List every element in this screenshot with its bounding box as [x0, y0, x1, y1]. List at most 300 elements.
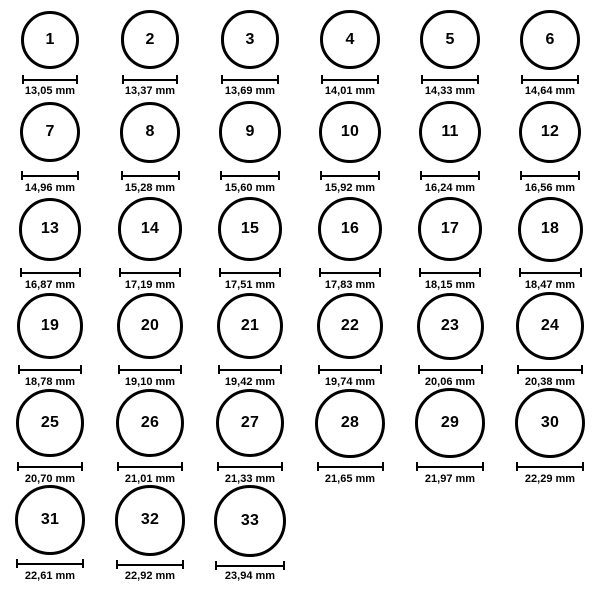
ring-circle[interactable]	[16, 389, 84, 457]
ring-size-cell	[400, 388, 500, 485]
measure-tick-left	[119, 268, 121, 277]
ring-circle[interactable]	[118, 197, 181, 260]
ring-size-label: 23	[440, 317, 460, 335]
measure-tick-right	[581, 365, 583, 374]
measure-line	[18, 369, 81, 371]
measure-tick-right	[178, 171, 180, 180]
ring-circle[interactable]	[518, 197, 583, 262]
measure-tick-right	[283, 561, 285, 570]
measure-tick-left	[118, 365, 120, 374]
diameter-measure-bar	[119, 268, 180, 277]
ring-circle-wrap	[115, 485, 186, 556]
measure-line	[516, 466, 584, 468]
ring-size-cell	[200, 194, 300, 291]
diameter-value: 16,56 mm	[524, 182, 576, 194]
measure-tick-left	[317, 462, 319, 471]
ring-circle[interactable]	[214, 485, 286, 557]
ring-circle[interactable]	[219, 101, 280, 162]
ring-circle-wrap	[217, 291, 283, 361]
measure-tick-right	[76, 75, 78, 84]
measure-line	[416, 466, 483, 468]
diameter-value: 23,94 mm	[224, 570, 276, 582]
diameter-measure-bar	[215, 561, 285, 568]
measure-line	[218, 369, 282, 371]
measure-tick-left	[219, 268, 221, 277]
ring-circle-wrap	[17, 291, 82, 361]
measure-tick-left	[22, 75, 24, 84]
measure-tick-left	[419, 268, 421, 277]
ring-size-cell	[300, 97, 400, 194]
diameter-measure-bar	[420, 171, 480, 180]
ring-size-cell	[300, 291, 400, 388]
diameter-measure-bar	[317, 462, 384, 471]
ring-circle-wrap	[418, 194, 483, 264]
ring-size-label: 15	[240, 220, 260, 238]
diameter-value: 16,24 mm	[424, 182, 476, 194]
ring-size-label: 4	[345, 30, 355, 48]
measure-line	[521, 79, 579, 81]
measure-tick-left	[321, 75, 323, 84]
ring-size-cell	[200, 291, 300, 388]
ring-circle-wrap	[117, 291, 183, 361]
ring-circle[interactable]	[315, 389, 384, 458]
ring-circle[interactable]	[217, 293, 283, 359]
diameter-measure-bar	[220, 171, 279, 180]
ring-size-label: 21	[240, 317, 260, 335]
ring-size-cell	[500, 97, 600, 194]
diameter-measure-bar	[218, 365, 282, 374]
measure-tick-left	[20, 268, 22, 277]
ring-circle-wrap	[515, 388, 585, 458]
diameter-value: 21,97 mm	[424, 473, 476, 485]
diameter-measure-bar	[21, 171, 80, 180]
ring-circle[interactable]	[216, 389, 285, 458]
measure-tick-right	[279, 268, 281, 277]
measure-tick-left	[520, 171, 522, 180]
measure-tick-left	[421, 75, 423, 84]
diameter-value: 13,69 mm	[224, 85, 276, 97]
ring-size-cell	[200, 97, 300, 194]
ring-size-label: 27	[240, 414, 260, 432]
measure-tick-right	[481, 365, 483, 374]
diameter-measure-bar	[519, 268, 582, 277]
measure-tick-right	[182, 560, 184, 569]
measure-line	[320, 175, 380, 177]
measure-tick-right	[277, 75, 279, 84]
ring-size-cell	[300, 194, 400, 291]
measure-line	[520, 175, 581, 177]
ring-circle[interactable]	[420, 10, 480, 70]
ring-size-label: 30	[540, 414, 560, 432]
ring-circle-wrap	[118, 194, 181, 264]
ring-size-cell	[0, 388, 100, 485]
diameter-measure-bar	[419, 268, 482, 277]
measure-line	[117, 466, 183, 468]
measure-tick-right	[377, 75, 379, 84]
ring-size-cell	[500, 8, 600, 97]
measure-line	[321, 79, 379, 81]
ring-circle-wrap	[320, 8, 379, 71]
ring-size-label: 25	[40, 414, 60, 432]
ring-circle-wrap	[319, 97, 381, 167]
measure-tick-right	[582, 462, 584, 471]
ring-size-cell	[500, 388, 600, 485]
empty-cell	[500, 485, 600, 582]
measure-tick-left	[318, 365, 320, 374]
diameter-value: 15,28 mm	[124, 182, 176, 194]
ring-circle-wrap	[16, 388, 84, 458]
ring-circle[interactable]	[516, 292, 583, 359]
measure-tick-left	[221, 75, 223, 84]
measure-tick-left	[122, 75, 124, 84]
diameter-value: 15,60 mm	[224, 182, 276, 194]
ring-circle-wrap	[516, 291, 583, 361]
measure-tick-left	[217, 462, 219, 471]
ring-circle-wrap	[417, 291, 484, 361]
measure-tick-right	[578, 171, 580, 180]
ring-circle[interactable]	[317, 293, 384, 360]
measure-tick-left	[218, 365, 220, 374]
ring-circle-wrap	[121, 8, 179, 71]
measure-line	[318, 369, 383, 371]
diameter-value: 18,15 mm	[424, 279, 476, 291]
ring-circle[interactable]	[417, 293, 484, 360]
measure-tick-left	[320, 171, 322, 180]
measure-tick-left	[215, 561, 217, 570]
measure-tick-right	[180, 365, 182, 374]
ring-circle[interactable]	[221, 10, 280, 69]
measure-line	[22, 79, 78, 81]
measure-tick-left	[117, 462, 119, 471]
ring-size-cell	[100, 8, 200, 97]
diameter-value: 18,78 mm	[24, 376, 76, 388]
measure-tick-right	[81, 462, 83, 471]
measure-tick-right	[280, 365, 282, 374]
measure-tick-left	[521, 75, 523, 84]
ring-circle-wrap	[15, 485, 85, 555]
ring-circle-wrap	[519, 97, 582, 167]
ring-circle-wrap	[317, 291, 384, 361]
ring-size-label: 24	[540, 317, 560, 335]
ring-size-cell	[200, 485, 300, 582]
ring-size-label: 17	[440, 220, 460, 238]
ring-size-cell	[200, 388, 300, 485]
ring-size-label: 13	[40, 220, 60, 238]
measure-line	[420, 175, 480, 177]
ring-size-label: 2	[145, 30, 155, 48]
measure-tick-right	[378, 171, 380, 180]
measure-tick-left	[116, 560, 118, 569]
ring-size-cell	[0, 194, 100, 291]
measure-tick-left	[220, 171, 222, 180]
ring-row	[0, 485, 600, 582]
diameter-value: 22,61 mm	[24, 570, 76, 582]
measure-line	[219, 272, 281, 274]
ring-size-label: 31	[40, 511, 60, 529]
ring-circle[interactable]	[515, 388, 585, 458]
diameter-measure-bar	[118, 365, 182, 374]
measure-tick-right	[479, 268, 481, 277]
ring-circle[interactable]	[415, 388, 485, 458]
ring-row	[0, 291, 600, 388]
measure-tick-right	[477, 75, 479, 84]
diameter-value: 17,19 mm	[124, 279, 176, 291]
measure-tick-right	[478, 171, 480, 180]
measure-line	[119, 272, 180, 274]
diameter-measure-bar	[217, 462, 284, 471]
ring-size-cell	[0, 97, 100, 194]
measure-tick-right	[281, 462, 283, 471]
diameter-measure-bar	[418, 365, 483, 374]
measure-tick-left	[21, 171, 23, 180]
measure-line	[217, 466, 284, 468]
diameter-value: 13,37 mm	[124, 85, 176, 97]
ring-size-label: 12	[540, 123, 560, 141]
ring-size-label: 1	[45, 30, 55, 48]
ring-circle[interactable]	[418, 197, 483, 262]
ring-size-cell	[300, 8, 400, 97]
ring-circle-wrap	[120, 97, 181, 167]
measure-tick-left	[16, 559, 18, 568]
ring-size-cell	[100, 291, 200, 388]
measure-line	[418, 369, 483, 371]
diameter-measure-bar	[219, 268, 281, 277]
diameter-measure-bar	[221, 75, 278, 83]
diameter-value: 19,74 mm	[324, 376, 376, 388]
diameter-value: 21,01 mm	[124, 473, 176, 485]
ring-circle[interactable]	[318, 197, 382, 261]
measure-tick-right	[77, 171, 79, 180]
ring-circle[interactable]	[116, 389, 184, 457]
ring-size-label: 22	[340, 317, 360, 335]
ring-size-cell	[200, 8, 300, 97]
ring-size-label: 33	[240, 512, 260, 529]
diameter-measure-bar	[516, 462, 584, 471]
ring-size-label: 10	[340, 123, 360, 141]
measure-tick-left	[17, 462, 19, 471]
measure-tick-left	[319, 268, 321, 277]
measure-line	[122, 79, 179, 81]
measure-tick-right	[380, 365, 382, 374]
ring-circle[interactable]	[218, 197, 282, 261]
diameter-value: 14,01 mm	[324, 85, 376, 97]
measure-line	[121, 175, 180, 177]
ring-size-cell	[100, 388, 200, 485]
ring-size-cell	[400, 8, 500, 97]
ring-circle[interactable]	[319, 101, 381, 163]
ring-circle-wrap	[420, 8, 480, 71]
measure-line	[519, 272, 582, 274]
ring-circle-wrap	[219, 97, 280, 167]
diameter-measure-bar	[321, 75, 379, 83]
diameter-measure-bar	[517, 365, 582, 374]
ring-circle[interactable]	[17, 293, 82, 358]
diameter-value: 15,92 mm	[324, 182, 376, 194]
diameter-value: 22,29 mm	[524, 473, 576, 485]
measure-tick-right	[80, 365, 82, 374]
ring-size-label: 28	[340, 414, 360, 432]
ring-size-label: 3	[245, 30, 255, 48]
ring-size-cell	[0, 485, 100, 582]
diameter-measure-bar	[22, 75, 78, 83]
diameter-measure-bar	[122, 75, 179, 83]
measure-tick-left	[18, 365, 20, 374]
measure-line	[319, 272, 381, 274]
measure-line	[16, 563, 84, 565]
ring-size-cell	[500, 194, 600, 291]
ring-size-cell	[0, 8, 100, 97]
diameter-measure-bar	[121, 171, 180, 180]
ring-size-cell	[400, 97, 500, 194]
diameter-value: 20,38 mm	[524, 376, 576, 388]
measure-tick-right	[382, 462, 384, 471]
measure-tick-right	[379, 268, 381, 277]
diameter-value: 21,33 mm	[224, 473, 276, 485]
ring-size-cell	[500, 291, 600, 388]
diameter-measure-bar	[521, 75, 579, 83]
measure-line	[419, 272, 482, 274]
ring-circle-wrap	[20, 97, 81, 167]
measure-line	[20, 272, 81, 274]
ring-circle-wrap	[221, 8, 280, 71]
empty-cell	[400, 485, 500, 582]
ring-circle-wrap	[116, 388, 184, 458]
measure-line	[21, 175, 80, 177]
ring-circle-wrap	[520, 8, 580, 71]
ring-circle-wrap	[415, 388, 485, 458]
ring-size-label: 32	[140, 511, 160, 529]
ring-circle[interactable]	[120, 102, 181, 163]
measure-tick-right	[278, 171, 280, 180]
diameter-value: 14,96 mm	[24, 182, 76, 194]
ring-size-cell	[400, 291, 500, 388]
diameter-value: 19,10 mm	[124, 376, 176, 388]
ring-row	[0, 388, 600, 485]
measure-line	[517, 369, 582, 371]
diameter-measure-bar	[17, 462, 83, 471]
ring-circle[interactable]	[320, 10, 379, 69]
ring-size-cell	[0, 291, 100, 388]
measure-tick-right	[482, 462, 484, 471]
ring-row	[0, 0, 600, 97]
ring-size-label: 8	[145, 123, 155, 141]
measure-line	[17, 466, 83, 468]
measure-tick-right	[82, 559, 84, 568]
measure-line	[118, 369, 182, 371]
ring-circle[interactable]	[21, 11, 79, 69]
ring-circle[interactable]	[519, 101, 582, 164]
measure-line	[215, 565, 285, 567]
measure-tick-right	[580, 268, 582, 277]
diameter-value: 14,33 mm	[424, 85, 476, 97]
diameter-measure-bar	[318, 365, 383, 374]
diameter-value: 17,83 mm	[324, 279, 376, 291]
diameter-value: 19,42 mm	[224, 376, 276, 388]
diameter-measure-bar	[20, 268, 81, 277]
ring-size-cell	[100, 97, 200, 194]
ring-circle-wrap	[218, 194, 282, 264]
measure-line	[421, 79, 479, 81]
measure-tick-left	[420, 171, 422, 180]
ring-circle-wrap	[315, 388, 384, 458]
ring-circle[interactable]	[19, 198, 82, 261]
ring-circle-wrap	[419, 97, 481, 167]
measure-line	[317, 466, 384, 468]
diameter-value: 20,06 mm	[424, 376, 476, 388]
measure-tick-right	[181, 462, 183, 471]
diameter-value: 21,65 mm	[324, 473, 376, 485]
ring-size-label: 5	[445, 30, 455, 48]
ring-size-label: 29	[440, 414, 460, 432]
measure-tick-left	[517, 365, 519, 374]
ring-circle[interactable]	[117, 293, 183, 359]
ring-circle[interactable]	[115, 485, 186, 556]
ring-size-label: 11	[441, 123, 459, 141]
diameter-measure-bar	[520, 171, 581, 180]
diameter-value: 22,92 mm	[124, 570, 176, 582]
measure-line	[116, 564, 185, 566]
diameter-value: 17,51 mm	[224, 279, 276, 291]
diameter-measure-bar	[319, 268, 381, 277]
ring-circle[interactable]	[419, 101, 481, 163]
diameter-measure-bar	[116, 560, 185, 568]
measure-tick-right	[179, 268, 181, 277]
ring-size-label: 9	[245, 123, 255, 141]
diameter-measure-bar	[416, 462, 483, 471]
measure-tick-right	[79, 268, 81, 277]
ring-size-label: 7	[45, 123, 55, 141]
diameter-value: 16,87 mm	[24, 279, 76, 291]
measure-tick-left	[121, 171, 123, 180]
ring-circle[interactable]	[121, 10, 179, 68]
empty-cell	[300, 485, 400, 582]
measure-line	[221, 79, 278, 81]
ring-size-label: 14	[140, 220, 160, 238]
diameter-value: 14,64 mm	[524, 85, 576, 97]
diameter-value: 20,70 mm	[24, 473, 76, 485]
ring-row	[0, 97, 600, 194]
ring-size-label: 16	[340, 220, 360, 238]
measure-tick-left	[418, 365, 420, 374]
ring-circle[interactable]	[15, 485, 85, 555]
ring-circle[interactable]	[520, 10, 580, 70]
ring-circle-wrap	[318, 194, 382, 264]
ring-circle-wrap	[518, 194, 583, 264]
diameter-measure-bar	[18, 365, 81, 374]
ring-size-label: 6	[545, 30, 555, 48]
diameter-measure-bar	[421, 75, 479, 83]
diameter-value: 18,47 mm	[524, 279, 576, 291]
diameter-measure-bar	[16, 559, 84, 568]
measure-tick-left	[519, 268, 521, 277]
measure-tick-left	[416, 462, 418, 471]
diameter-value: 13,05 mm	[24, 85, 76, 97]
measure-line	[220, 175, 279, 177]
ring-circle-wrap	[21, 8, 79, 71]
diameter-measure-bar	[117, 462, 183, 471]
measure-tick-right	[577, 75, 579, 84]
ring-size-cell	[100, 194, 200, 291]
diameter-measure-bar	[320, 171, 380, 180]
ring-size-cell	[400, 194, 500, 291]
ring-size-cell	[300, 388, 400, 485]
ring-size-cell	[100, 485, 200, 582]
ring-circle-wrap	[214, 485, 286, 557]
ring-size-label: 26	[140, 414, 160, 432]
ring-size-label: 19	[40, 317, 60, 335]
ring-circle[interactable]	[20, 102, 81, 163]
ring-row	[0, 194, 600, 291]
